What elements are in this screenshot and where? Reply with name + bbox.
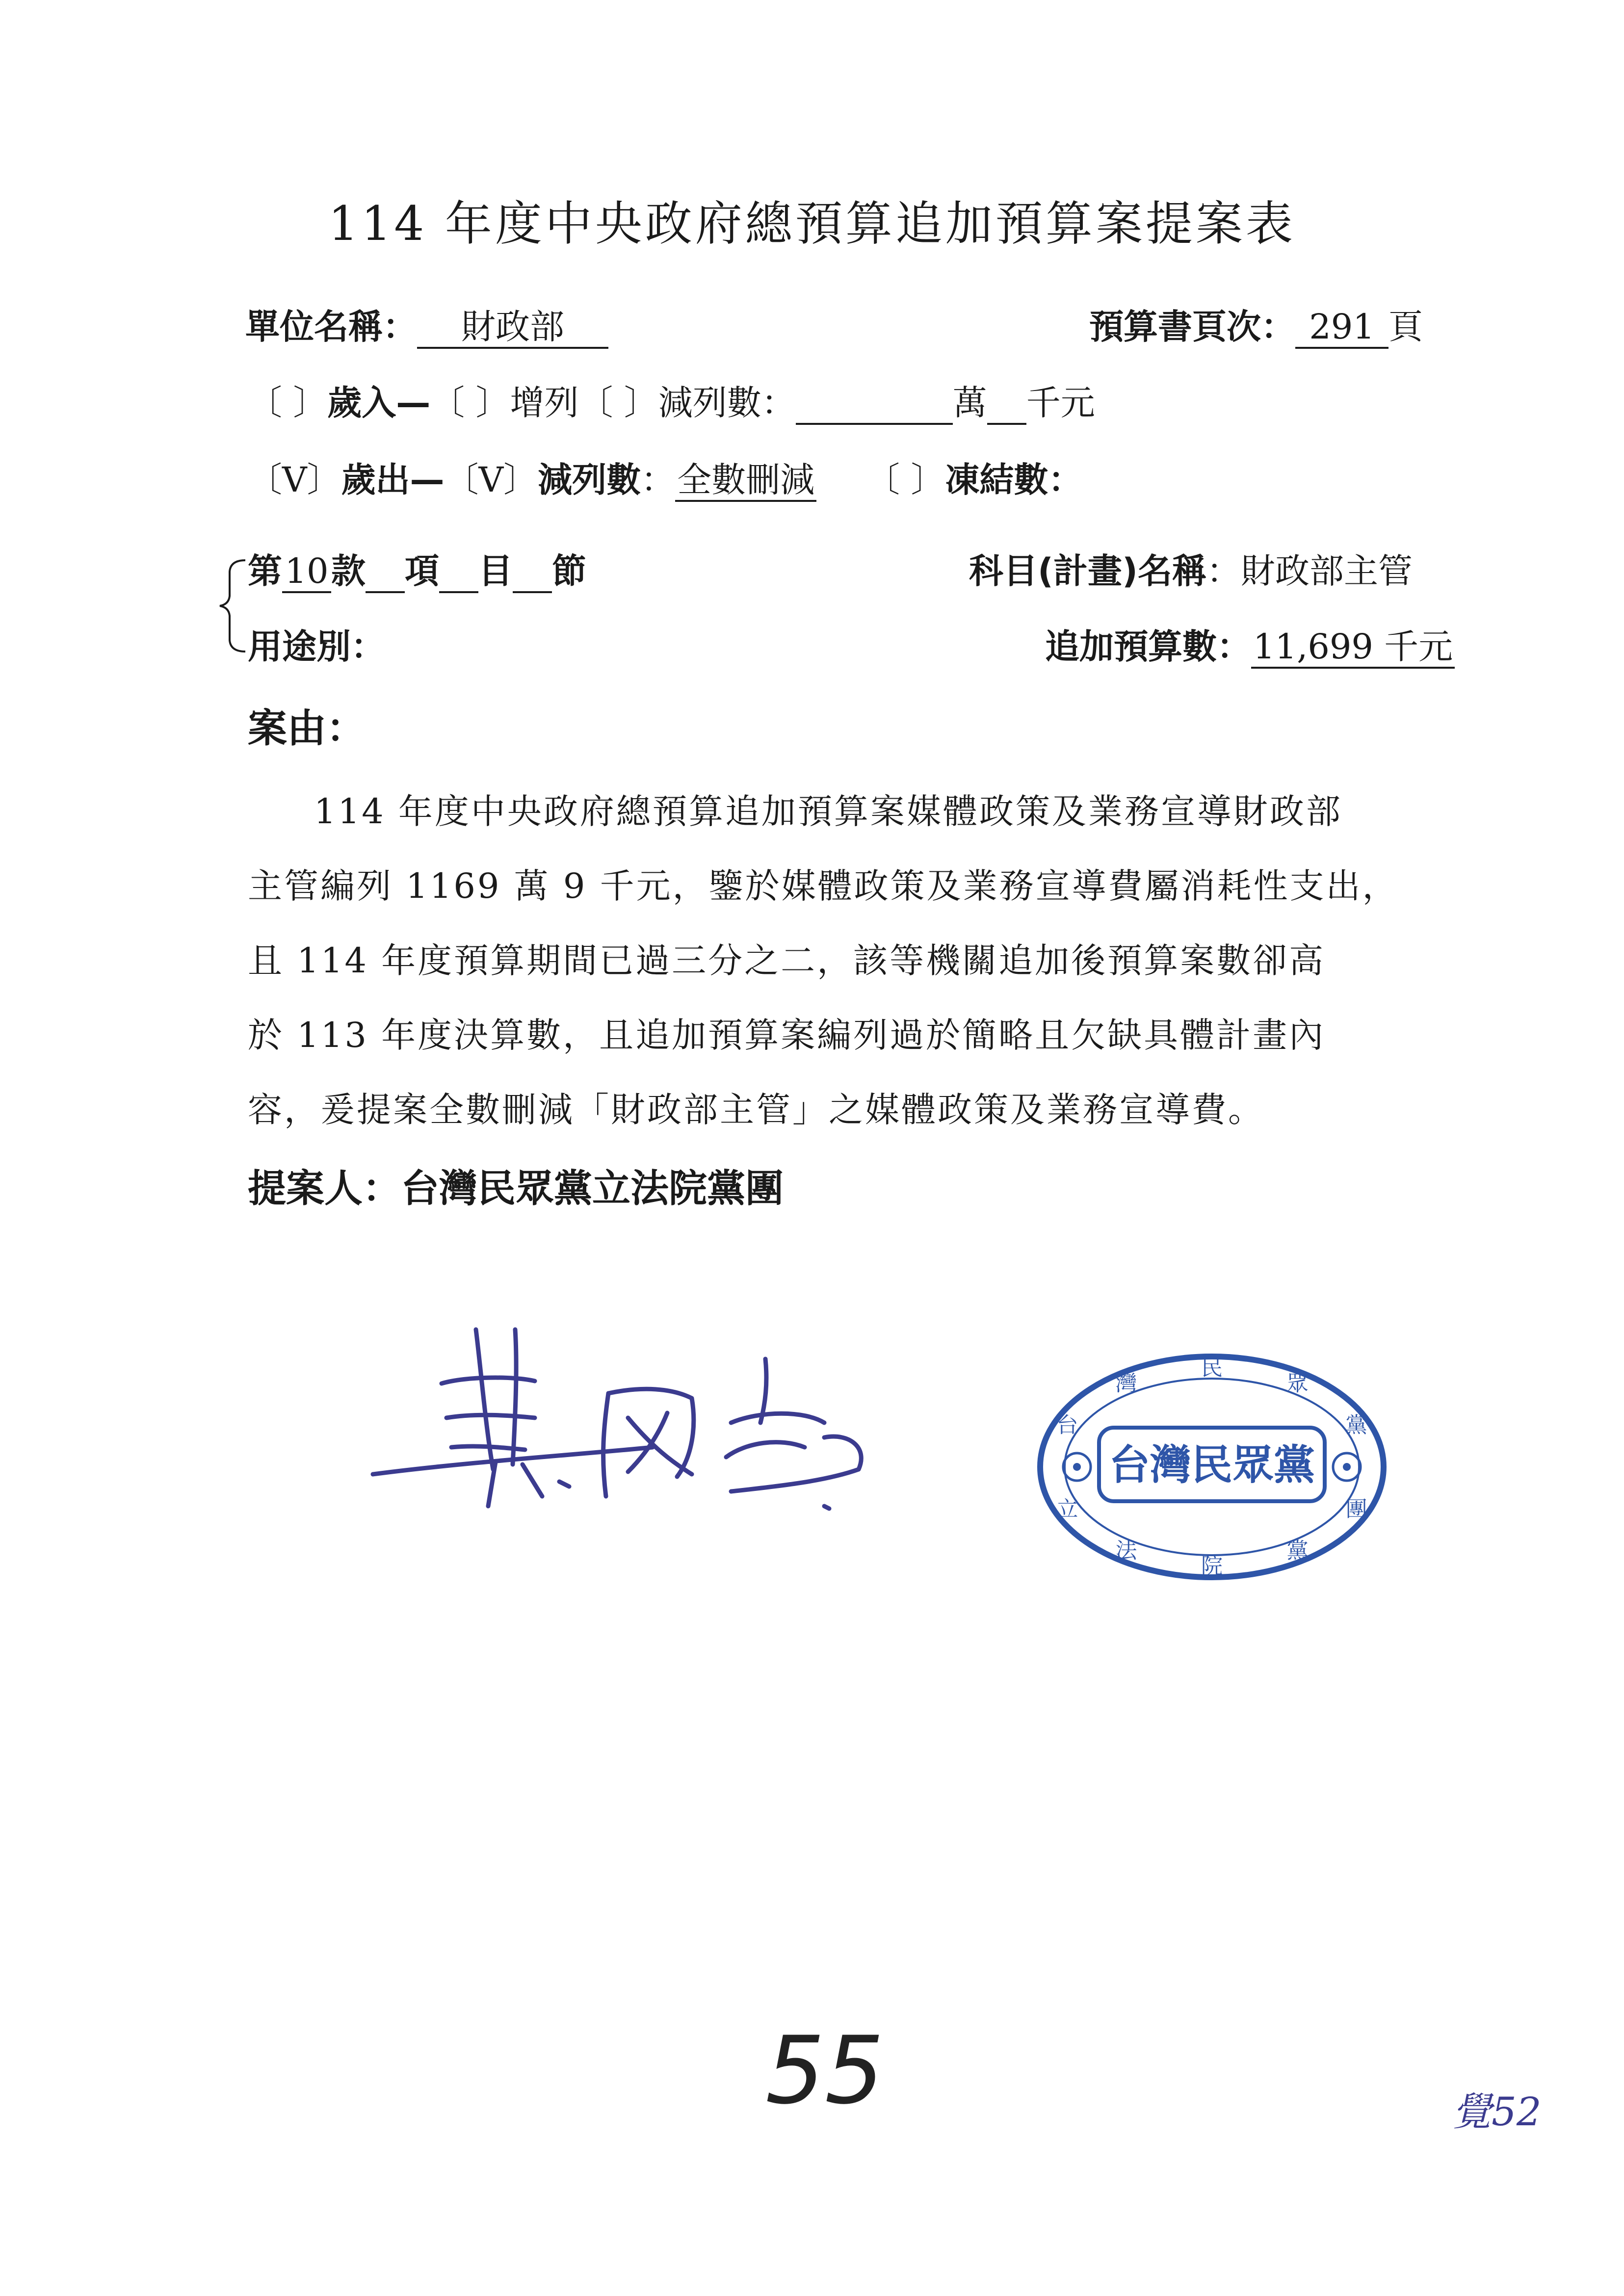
revenue-wan: 萬 <box>952 383 987 423</box>
revenue-box: 〔 〕 <box>248 383 328 423</box>
signature <box>353 1300 903 1526</box>
proposer-label: 提案人： <box>248 1167 401 1211</box>
xiang-label: 項 <box>405 551 439 591</box>
supplement-label: 追加預算數： <box>1045 626 1251 667</box>
supplement-value: 11,699 千元 <box>1251 627 1455 669</box>
revenue-label: 歲入— <box>327 383 431 423</box>
budget-page-value: 291 <box>1295 307 1388 349</box>
budget-page-suffix: 頁 <box>1388 307 1423 347</box>
page-number: 55 <box>765 2016 884 2125</box>
expenditure-decrease-value: 全數刪減 <box>675 460 816 502</box>
seal-ring-char-top: 台 <box>1056 1412 1078 1438</box>
expenditure-box: 〔V〕 <box>248 460 341 500</box>
revenue-decrease-label: 減列數： <box>658 383 796 423</box>
seal-ring-char-top: 民 <box>1201 1356 1223 1381</box>
seal-ring-char-top: 眾 <box>1286 1371 1309 1396</box>
budget-page-label: 預算書頁次： <box>1089 307 1295 347</box>
freeze-box: 〔 〕 <box>865 460 945 500</box>
seal-ring-char-bottom: 立 <box>1056 1496 1078 1522</box>
mu-label: 目 <box>478 551 513 591</box>
expenditure-row <box>248 452 1082 502</box>
subject-label: 科目(計畫)名稱 <box>969 551 1206 591</box>
mu-blank <box>439 551 478 593</box>
revenue-qian-blank <box>987 383 1026 425</box>
reason-line: 114 年度中央政府總預算追加預算案媒體政策及業務宣導財政部 <box>314 791 1342 832</box>
seal-ring-char-bottom: 法 <box>1115 1538 1137 1564</box>
expenditure-decrease-box: 〔V〕 <box>444 460 538 500</box>
expenditure-colon: ： <box>641 460 676 500</box>
seal-ring-char-bottom: 院 <box>1201 1554 1223 1579</box>
kuan-prefix: 第 <box>248 551 282 591</box>
reason-line: 且 114 年度預算期間已過三分之二，該等機關追加後預算案數卻高 <box>248 940 1326 981</box>
unit-label: 單位名稱： <box>245 307 417 347</box>
party-seal <box>1030 1344 1393 1590</box>
jie-label: 節 <box>552 551 586 591</box>
reason-line: 主管編列 1169 萬 9 千元，鑒於媒體政策及業務宣導費屬消耗性支出， <box>248 866 1399 906</box>
section-bracket <box>211 549 250 662</box>
seal-ring-char-top: 黨 <box>1345 1412 1367 1438</box>
revenue-qian: 千元 <box>1026 383 1095 423</box>
seal-ring-char-top: 灣 <box>1115 1371 1137 1396</box>
seal-ring-char-bottom: 黨 <box>1286 1538 1309 1564</box>
subject-row <box>969 544 1413 593</box>
revenue-amount-blank <box>796 383 953 425</box>
kuan-value: 10 <box>282 551 331 593</box>
subject-colon: ： <box>1206 551 1241 591</box>
reason-heading: 案由： <box>248 705 366 751</box>
page-title: 114 年度中央政府總預算追加預算案提案表 <box>328 196 1296 251</box>
usage-label: 用途別： <box>248 626 385 667</box>
reason-line: 於 113 年度決算數，且追加預算案編列過於簡略且欠缺具體計畫內 <box>248 1015 1326 1055</box>
revenue-row <box>248 375 1095 425</box>
xiang-blank <box>366 551 405 593</box>
reason-line: 容，爰提案全數刪減「財政部主管」之媒體政策及業務宣導費。 <box>248 1090 1264 1130</box>
freeze-label: 凍結數： <box>945 460 1083 500</box>
unit-value: 財政部 <box>417 307 608 349</box>
jie-blank <box>513 551 552 593</box>
unit-row <box>245 299 608 349</box>
proposer-value: 台灣民眾黨立法院黨團 <box>401 1167 784 1211</box>
kuan-label: 款 <box>331 551 366 591</box>
seal-center-text: 台灣民眾黨 <box>1108 1441 1315 1489</box>
subject-value: 財政部主管 <box>1240 551 1413 591</box>
budget-page-row <box>1089 299 1423 349</box>
supplement-row <box>1045 619 1455 669</box>
expenditure-label: 歲出— <box>341 460 445 500</box>
seal-ring-char-bottom: 團 <box>1345 1496 1367 1522</box>
expenditure-decrease-label: 減列數 <box>538 460 641 500</box>
section-row <box>248 544 586 593</box>
revenue-increase-box: 〔 〕 <box>430 383 510 423</box>
proposer-row <box>248 1158 784 1213</box>
revenue-increase-label: 增列 <box>510 383 579 423</box>
revenue-decrease-box: 〔 〕 <box>578 383 658 423</box>
usage-row <box>248 619 385 669</box>
corner-note: 覺52 <box>1452 2089 1542 2135</box>
